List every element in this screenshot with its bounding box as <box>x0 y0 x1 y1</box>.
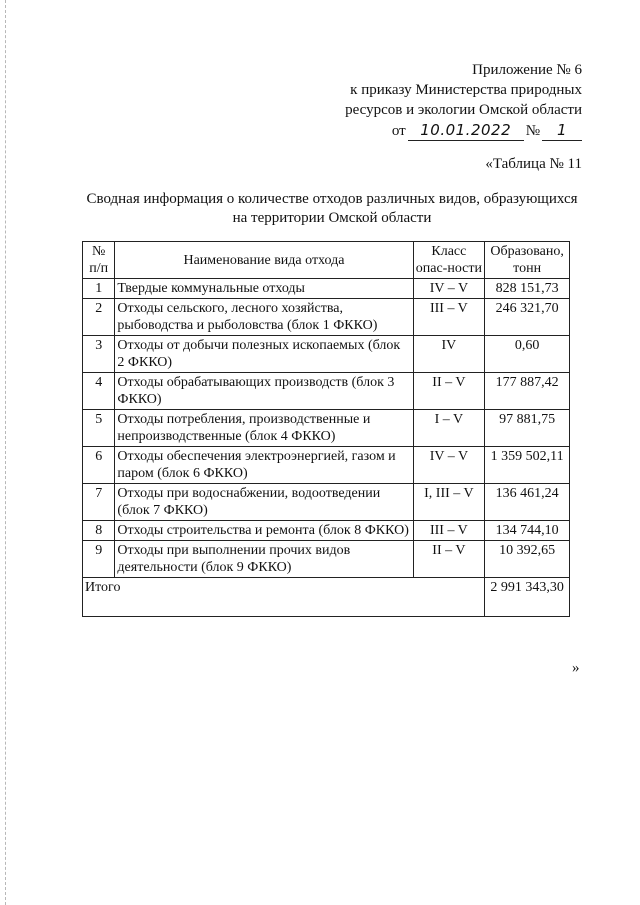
attachment-line-3: ресурсов и экологии Омской области <box>345 102 582 118</box>
number-sign: № <box>525 123 540 139</box>
table-row <box>83 299 570 336</box>
row-amount: 0,60 <box>485 336 570 373</box>
waste-table <box>82 241 570 617</box>
total-label: Итого <box>83 578 485 617</box>
row-name: Отходы при водоснабжении, водоотведении (блок 7 ФККО) <box>115 484 413 521</box>
row-name: Отходы при выполнении прочих видов деятельности (блок 9 ФККО) <box>115 541 413 578</box>
table-total-row <box>83 578 570 617</box>
header-num: № п/п <box>83 242 115 279</box>
scan-edge-artifact <box>5 0 6 905</box>
table-row <box>83 336 570 373</box>
row-num: 3 <box>83 336 115 373</box>
row-num: 2 <box>83 299 115 336</box>
row-class: II – V <box>413 541 485 578</box>
row-amount: 177 887,42 <box>485 373 570 410</box>
attachment-header <box>345 60 582 141</box>
row-class: IV – V <box>413 447 485 484</box>
row-amount: 828 151,73 <box>485 279 570 299</box>
row-num: 6 <box>83 447 115 484</box>
row-class: III – V <box>413 521 485 541</box>
table-row <box>83 279 570 299</box>
row-amount: 10 392,65 <box>485 541 570 578</box>
table-row <box>83 541 570 578</box>
row-amount: 246 321,70 <box>485 299 570 336</box>
header-name: Наименование вида отхода <box>115 242 413 279</box>
row-class: I – V <box>413 410 485 447</box>
row-name: Отходы обрабатывающих производств (блок 3 ФККО) <box>115 373 413 410</box>
row-amount: 134 744,10 <box>485 521 570 541</box>
attachment-line-1: Приложение № 6 <box>472 62 582 78</box>
handwritten-number: 1 <box>542 120 582 141</box>
table-row <box>83 373 570 410</box>
row-class: IV – V <box>413 279 485 299</box>
attachment-line-2: к приказу Министерства природных <box>350 82 582 98</box>
row-name: Отходы сельского, лесного хозяйства, рыбоводства и рыболовства (блок 1 ФККО) <box>115 299 413 336</box>
attachment-date-line <box>392 120 582 141</box>
table-header-row <box>83 242 570 279</box>
row-class: III – V <box>413 299 485 336</box>
document-title: Сводная информация о количестве отходов различных видов, образующихся на территории Омской области <box>86 191 578 226</box>
row-amount: 97 881,75 <box>485 410 570 447</box>
row-num: 8 <box>83 521 115 541</box>
row-class: I, III – V <box>413 484 485 521</box>
header-class: Класс опас-ности <box>413 242 485 279</box>
row-num: 9 <box>83 541 115 578</box>
total-amount: 2 991 343,30 <box>485 578 570 617</box>
row-name: Отходы потребления, производственные и непроизводственные (блок 4 ФККО) <box>115 410 413 447</box>
row-class: IV <box>413 336 485 373</box>
row-name: Отходы строительства и ремонта (блок 8 ФККО) <box>115 521 413 541</box>
closing-quote: » <box>572 660 580 676</box>
row-num: 4 <box>83 373 115 410</box>
handwritten-date: 10.01.2022 <box>408 120 524 141</box>
table-row <box>83 410 570 447</box>
table-row <box>83 484 570 521</box>
row-amount: 1 359 502,11 <box>485 447 570 484</box>
row-num: 5 <box>83 410 115 447</box>
date-prefix: от <box>391 123 406 139</box>
row-amount: 136 461,24 <box>485 484 570 521</box>
table-row <box>83 521 570 541</box>
row-name: Отходы обеспечения электроэнергией, газом и паром (блок 6 ФККО) <box>115 447 413 484</box>
row-name: Твердые коммунальные отходы <box>115 279 413 299</box>
row-name: Отходы от добычи полезных ископаемых (блок 2 ФККО) <box>115 336 413 373</box>
row-num: 7 <box>83 484 115 521</box>
table-row <box>83 447 570 484</box>
row-num: 1 <box>83 279 115 299</box>
row-class: II – V <box>413 373 485 410</box>
header-amount: Образовано, тонн <box>485 242 570 279</box>
table-label: «Таблица № 11 <box>485 156 582 172</box>
